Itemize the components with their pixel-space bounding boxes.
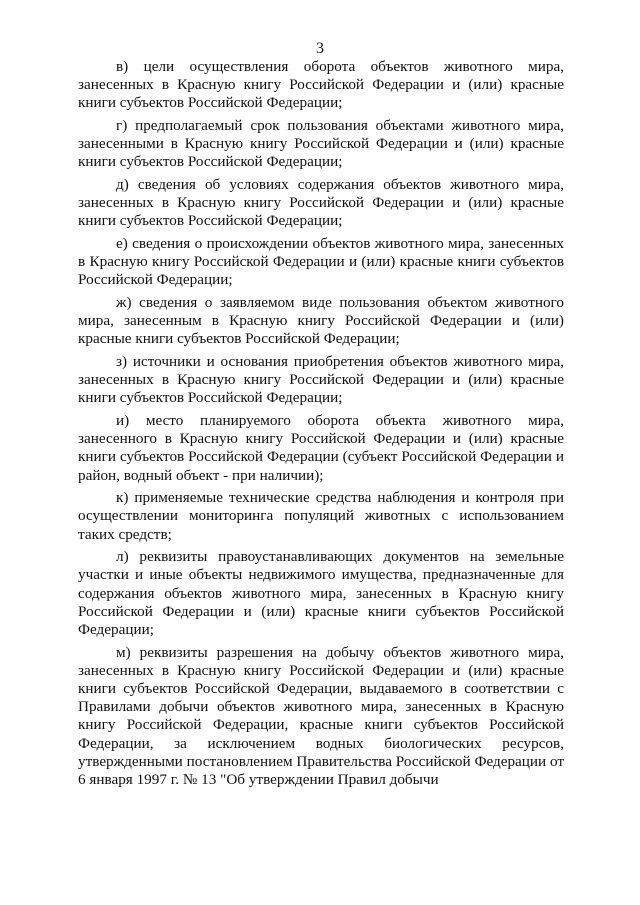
list-item-zh: ж) сведения о заявляемом виде пользования объектом животного мира, занесенным в Красную книгу Российской Федерации и (или) красные книги субъектов Российской Федерации; [78,294,564,348]
list-item-k: к) применяемые технические средства наблюдения и контроля при осуществлении мониторинга популяций животных с использованием таких средств; [78,489,564,543]
list-item-l: л) реквизиты правоустанавливающих документов на земельные участки и иные объекты недвижимого имущества, предназначенные для содержания объектов животного мира, занесенных в Красную книгу Российской Федерации и (или) красные книги субъектов Российской Федерации; [78,548,564,639]
list-item-e: е) сведения о происхождении объектов животного мира, занесенных в Красную книгу Российской Федерации и (или) красные книги субъектов Российской Федерации; [78,235,564,289]
list-item-m: м) реквизиты разрешения на добычу объектов животного мира, занесенных в Красную книгу Российской Федерации и (или) красные книги субъектов Российской Федерации, выдаваемого в соответствии с Правилами добычи объектов животного мира, занесенных в Красную книгу Российской Федерации, красные книги субъектов Российской Федерации, за исключением водных биологических ресурсов, утвержденными постановлением Правительства Российской Федерации от 6 января 1997 г. № 13 "Об утверждении Правил добычи [78,643,564,789]
list-item-i: и) место планируемого оборота объекта животного мира, занесенного в Красную книгу Российской Федерации и (или) красные книги субъектов Российской Федерации (субъект Российской Федерации и район, водный объект - при наличии); [78,412,564,484]
list-item-v: в) цели осуществления оборота объектов животного мира, занесенных в Красную книгу Российской Федерации и (или) красные книги субъектов Российской Федерации; [78,58,564,112]
list-item-d: д) сведения об условиях содержания объектов животного мира, занесенных в Красную книгу Российской Федерации и (или) красные книги субъектов Российской Федерации; [78,176,564,230]
list-item-z: з) источники и основания приобретения объектов животного мира, занесенных в Красную книгу Российской Федерации и (или) красные книги субъектов Российской Федерации; [78,353,564,407]
page-number: 3 [316,40,324,57]
document-body [78,58,564,794]
list-item-g: г) предполагаемый срок пользования объектами животного мира, занесенными в Красную книгу Российской Федерации и (или) красные книги субъектов Российской Федерации; [78,117,564,171]
